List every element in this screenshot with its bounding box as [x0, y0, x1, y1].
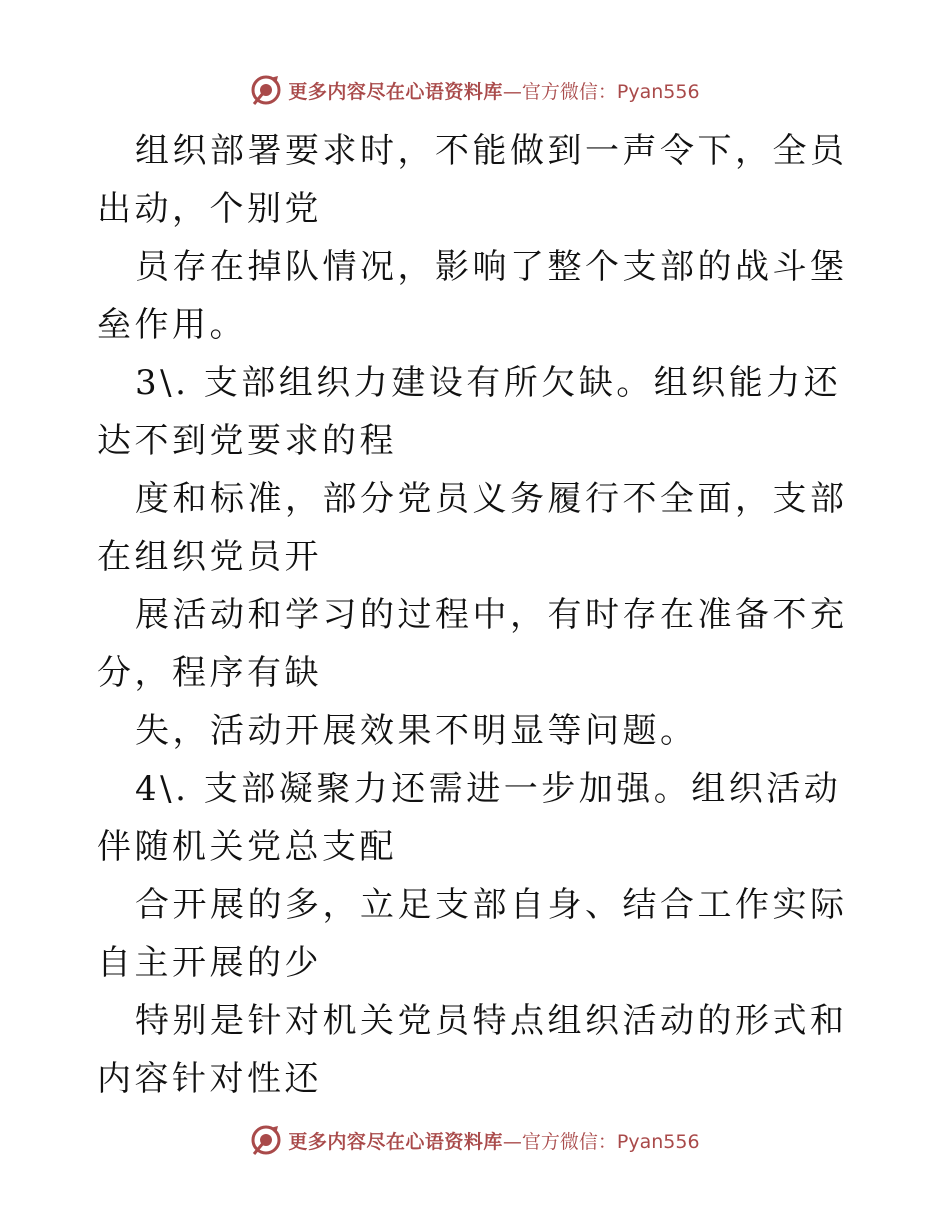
- header-banner-suffix: —官方微信：Pyan556: [502, 80, 700, 103]
- paragraph: 展活动和学习的过程中，有时存在准备不充分，程序有缺: [97, 595, 848, 693]
- header-banner-text: 更多内容尽在心语资料库: [288, 80, 503, 103]
- footer-banner-text: 更多内容尽在心语资料库: [288, 1130, 503, 1153]
- paragraph: 4\. 支部凝聚力还需进一步加强。组织活动伴随机关党总支配: [97, 769, 842, 867]
- quill-logo-icon: [250, 1124, 282, 1156]
- paragraph: 合开展的多，立足支部自身、结合工作实际自主开展的少: [97, 885, 848, 983]
- paragraph: 度和标准，部分党员义务履行不全面，支部在组织党员开: [97, 479, 848, 577]
- footer-banner: [0, 1120, 950, 1160]
- paragraph: 员存在掉队情况，影响了整个支部的战斗堡垒作用。: [97, 247, 848, 345]
- paragraph: 失，活动开展效果不明显等问题。: [135, 711, 698, 751]
- paragraph: 特别是针对机关党员特点组织活动的形式和内容针对性还: [97, 1001, 848, 1099]
- header-banner: [0, 70, 950, 110]
- paragraph: 组织部署要求时，不能做到一声令下，全员出动，个别党: [97, 131, 848, 229]
- quill-logo-icon: [250, 74, 282, 106]
- document-body: [97, 122, 867, 1108]
- paragraph: 3\. 支部组织力建设有所欠缺。组织能力还达不到党要求的程: [97, 363, 842, 461]
- footer-banner-suffix: —官方微信：Pyan556: [502, 1130, 700, 1153]
